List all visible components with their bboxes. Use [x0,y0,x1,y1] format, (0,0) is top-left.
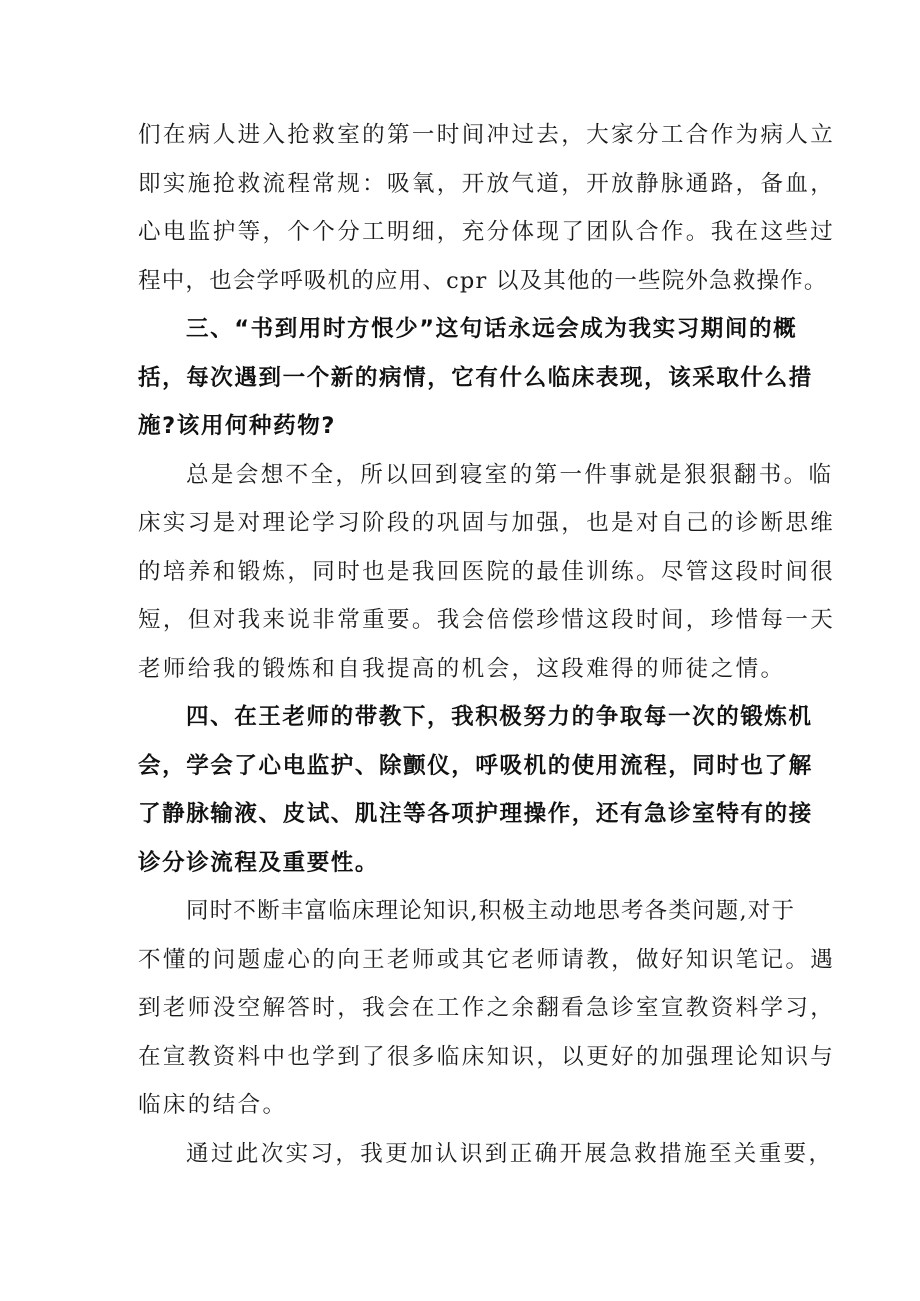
paragraph-6-line-1: 通过此次实习，我更加认识到正确开展急救措施至关重要， [186,1141,834,1167]
paragraph-1-line-1: 们在病人进入抢救室的第一时间冲过去，大家分工合作为病人立 [138,122,836,148]
paragraph-1-line-4: 程中，也会学呼吸机的应用、cpr 以及其他的一些院外急救操作。 [138,268,828,294]
paragraph-1-line-2: 即实施抢救流程常规：吸氧，开放气道，开放静脉通路，备血， [138,171,836,197]
paragraph-5-line-4: 在宣教资料中也学到了很多临床知识，以更好的加强理论知识与 [138,1044,836,1070]
section-four-heading-line-2: 会，学会了心电监护、除颤仪，呼吸机的使用流程，同时也了解 [138,753,813,779]
paragraph-3-line-4: 短，但对我来说非常重要。我会倍偿珍惜这段时间，珍惜每一天 [138,607,836,633]
section-three-heading-line-2: 括，每次遇到一个新的病情，它有什么临床表现，该采取什么措 [138,365,813,391]
paragraph-3-line-3: 的培养和锻炼，同时也是我回医院的最佳训练。尽管这段时间很 [138,559,836,585]
section-four-heading-line-4: 诊分诊流程及重要性。 [138,850,380,876]
paragraph-5-line-1: 同时不断丰富临床理论知识,积极主动地思考各类问题,对于 [186,898,796,924]
paragraph-3-line-5: 老师给我的锻炼和自我提高的机会，这段难得的师徒之情。 [138,656,786,682]
section-three-heading-line-1: 三、“书到用时方恨少”这句话永远会成为我实习期间的概 [186,316,798,342]
paragraph-5-line-2: 不懂的问题虚心的向王老师或其它老师请教，做好知识笔记。遇 [138,947,836,973]
paragraph-5-line-3: 到老师没空解答时，我会在工作之余翻看急诊室宣教资料学习， [138,995,836,1021]
paragraph-5-line-5: 临床的结合。 [138,1092,288,1118]
section-four-heading-line-1: 四、在王老师的带教下，我积极努力的争取每一次的锻炼机 [186,704,813,730]
paragraph-3-line-1: 总是会想不全，所以回到寝室的第一件事就是狠狠翻书。临 [186,462,834,488]
paragraph-1-line-3: 心电监护等，个个分工明细，充分体现了团队合作。我在这些过 [138,219,836,245]
paragraph-3-line-2: 床实习是对理论学习阶段的巩固与加强，也是对自己的诊断思维 [138,510,836,536]
section-four-heading-line-3: 了静脉输液、皮试、肌注等各项护理操作，还有急诊室特有的接 [138,801,813,827]
section-three-heading-line-3: 施?该用何种药物? [138,413,337,439]
